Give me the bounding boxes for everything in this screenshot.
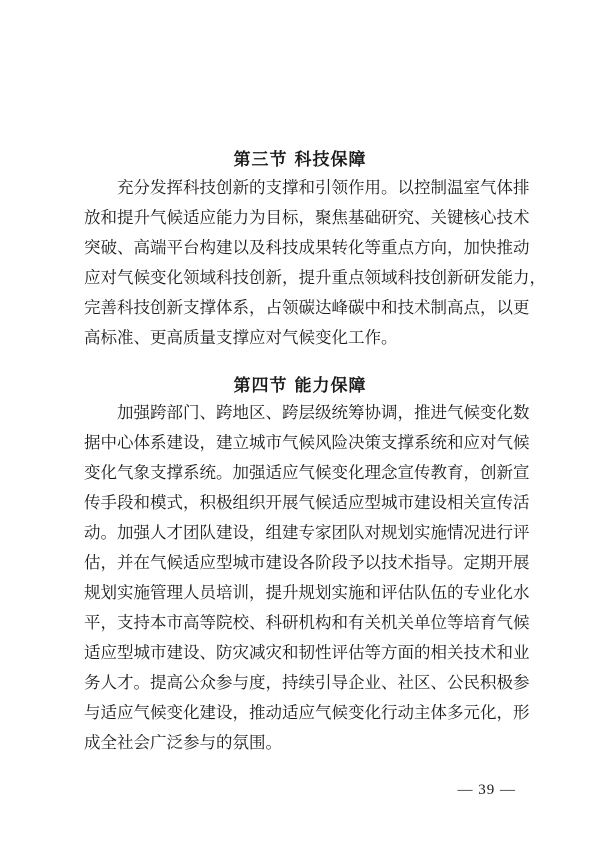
text-line: 充分发挥科技创新的支撑和引领作用。以控制温室气体排 <box>117 178 530 197</box>
text-line: 估，并在气候适应型城市建设各阶段予以技术指导。定期开展 <box>84 553 530 572</box>
section-heading-tech-support: 第三节 科技保障 <box>233 150 367 170</box>
section-heading-capacity-support: 第四节 能力保障 <box>233 376 367 396</box>
text-line: 加强跨部门、跨地区、跨层级统筹协调，推进气候变化数 <box>117 403 530 422</box>
text-line: 高标准、更高质量支撑应对气候变化工作。 <box>84 328 398 347</box>
text-line: 完善科技创新支撑体系，占领碳达峰碳中和技术制高点，以更 <box>84 298 530 317</box>
text-line: 动。加强人才团队建设，组建专家团队对规划实施情况进行评 <box>84 523 530 542</box>
text-line: 适应型城市建设、防灾减灾和韧性评估等方面的相关技术和业 <box>84 643 530 662</box>
text-line: 与适应气候变化建设，推动适应气候变化行动主体多元化，形 <box>84 703 530 722</box>
text-line: 规划实施管理人员培训，提升规划实施和评估队伍的专业化水 <box>84 583 530 602</box>
text-line: 务人才。提高公众参与度，持续引导企业、社区、公民积极参 <box>84 673 530 692</box>
text-line: 突破、高端平台构建以及科技成果转化等重点方向，加快推动 <box>84 238 530 257</box>
text-line: 放和提升气候适应能力为目标，聚焦基础研究、关键核心技术 <box>84 208 530 227</box>
text-line: 成全社会广泛参与的氛围。 <box>84 733 282 752</box>
text-line: 传手段和模式，积极组织开展气候适应型城市建设相关宣传活 <box>84 493 530 512</box>
text-line: 变化气象支撑系统。加强适应气候变化理念宣传教育，创新宣 <box>84 463 530 482</box>
text-line: 平，支持本市高等院校、科研机构和有关机关单位等培育气候 <box>84 613 530 632</box>
text-line: 据中心体系建设，建立城市气候风险决策支撑系统和应对气候 <box>84 433 530 452</box>
text-line: 应对气候变化领域科技创新，提升重点领域科技创新研发能力， <box>84 268 546 287</box>
page-number: — 39 — <box>457 782 516 798</box>
